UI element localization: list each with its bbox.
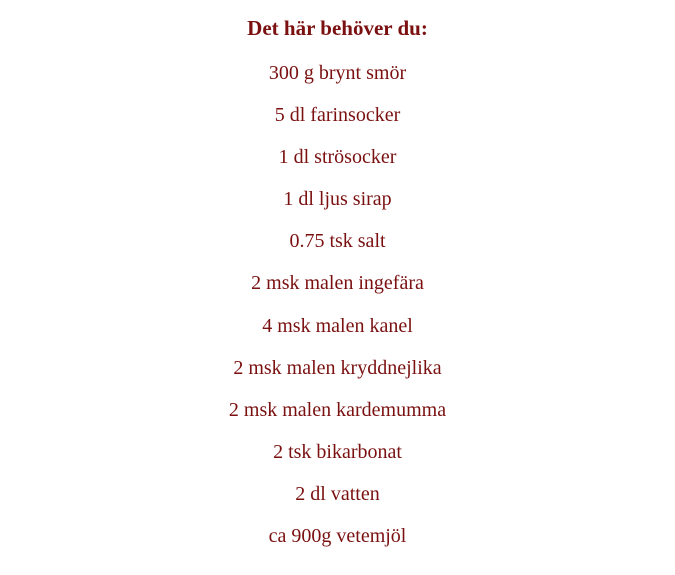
- ingredient-item: ca 900g vetemjöl: [268, 525, 407, 548]
- ingredient-item: 1 dl ljus sirap: [283, 188, 392, 211]
- ingredient-item: 4 msk malen kanel: [262, 314, 413, 337]
- ingredient-item: 2 msk malen ingefära: [251, 272, 424, 295]
- ingredient-item: 0.75 tsk salt: [289, 230, 386, 253]
- ingredient-item: 2 msk malen kryddnejlika: [233, 356, 442, 379]
- ingredient-item: 300 g brynt smör: [268, 62, 407, 84]
- ingredient-item: 2 msk malen kardemumma: [228, 398, 447, 421]
- ingredient-item: 5 dl farinsocker: [274, 104, 401, 127]
- ingredient-item: 2 tsk bikarbonat: [273, 440, 402, 463]
- recipe-heading: Det här behöver du:: [247, 16, 428, 40]
- ingredient-item: 2 dl vatten: [295, 482, 380, 505]
- ingredient-item: 1 dl strösocker: [278, 146, 397, 169]
- ingredient-list: [0, 59, 675, 564]
